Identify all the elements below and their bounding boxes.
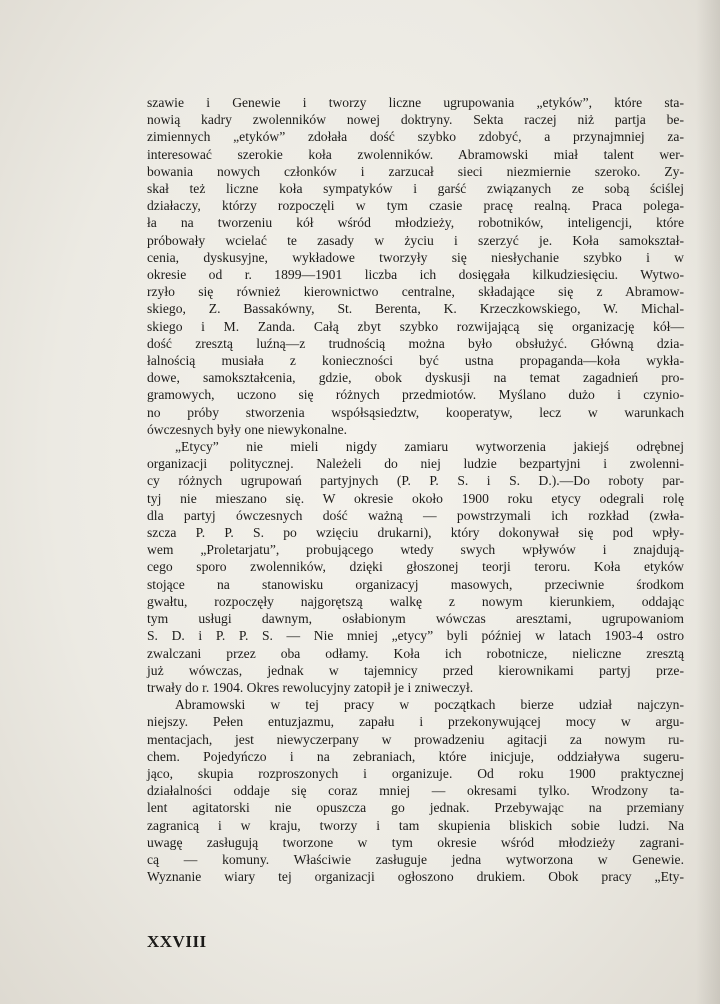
text-line: szawie i Genewie i tworzy liczne ugrupowania „etyków”, które sta- xyxy=(147,95,684,110)
text-line: gwałtu, rozpoczęły najgorętszą walkę z nowym kierunkiem, oddając xyxy=(147,593,684,609)
text-line: trwały do r. 1904. Okres rewolucyjny zatopił je i zniweczył. xyxy=(147,679,474,695)
text-line: niejszy. Pełen entuzjazmu, zapału i przekonywującej mocy w argu- xyxy=(147,714,684,730)
text-line: dla partyj ówczesnych dość ważną — powstrzymali ich rozkład (zwła- xyxy=(147,507,684,523)
text-line: wem „Proletarjatu”, probującego wtedy swych wpływów i znajdują- xyxy=(147,542,684,558)
paragraph xyxy=(147,696,684,885)
paragraph xyxy=(147,94,684,438)
text-line: lent agitatorski nie opuszcza go jednak. Przebywając na przemiany xyxy=(147,800,684,816)
text-line: tym usługi dawnym, osłabionym wówczas aresztami, ugrupowaniom xyxy=(147,611,684,627)
text-line: jąco, skupia rozproszonych i organizuje. Od roku 1900 praktycznej xyxy=(147,765,684,781)
text-line: cego sporo zwolenników, dzięki głoszonej teorji teroru. Koła etyków xyxy=(147,559,684,575)
text-line: uwagę zasługują tworzone w tym okresie wśród młodzieży zagrani- xyxy=(147,834,684,850)
text-line: gramowych, uczono się różnych przedmiotów. Myślano dużo i czynio- xyxy=(147,387,684,403)
text-line: nowią kadry zwolenników nowej doktryny. Sekta raczej niż partja be- xyxy=(147,112,684,128)
text-line: zwalczani przez oba odłamy. Koła ich robotnicze, nieliczne zresztą xyxy=(147,645,684,661)
text-line: okresie od r. 1899—1901 liczba ich dosięgała kilkudziesięciu. Wytwo- xyxy=(147,267,684,283)
text-line: już wówczas, jednak w tajemnicy przed kierownikami partyj prze- xyxy=(147,662,684,678)
text-line: rzyło się również kierownictwo centralne, składające się z Abramow- xyxy=(147,284,684,300)
text-line: Wyznanie wiary tej organizacji ogłoszono drukiem. Obok pracy „Ety- xyxy=(147,869,684,885)
text-line: organizacji politycznej. Należeli do niej ludzie bezpartyjni i zwolenni- xyxy=(147,456,684,472)
text-line: ła na tworzeniu kół wśród młodzieży, robotników, inteligencji, które xyxy=(147,215,684,231)
text-line: Abramowski w tej pracy w początkach bierze udział najczyn- xyxy=(175,697,684,713)
text-line: no próby stworzenia współsąsiedztw, kooperatyw, lecz w warunkach xyxy=(147,404,684,420)
text-line: dość zresztą luźną—z trudnością można było obsłużyć. Główną dzia- xyxy=(147,335,684,351)
paragraph xyxy=(147,438,684,696)
text-line: skał też liczne koła sympatyków i garść związanych ze sobą ściślej xyxy=(147,181,684,197)
text-line: cenia, dyskusyjne, wykładowe tworzyły się niesłychanie szybko i w xyxy=(147,249,684,265)
text-line: S. D. i P. P. S. — Nie mniej „etycy” byli później w latach 1903-4 ostro xyxy=(147,628,684,644)
text-line: ówczesnych były one niewykonalne. xyxy=(147,421,348,437)
text-line: dowe, samokształcenia, gdzie, obok dyskusji na temat zagadnień pro- xyxy=(147,370,684,386)
text-line: bowania nowych członków i zarzucał sieci niezmiernie szeroko. Zy- xyxy=(147,163,684,179)
text-line: działalności oddaje się coraz mniej — okresami tylko. Wrodzony ta- xyxy=(147,783,684,799)
text-line: skiego, Z. Bassakówny, St. Berenta, K. Krzeczkowskiego, W. Michal- xyxy=(147,301,684,317)
text-line: mentacjach, jest niewyczerpany w prowadzeniu agitacji za nowym ru- xyxy=(147,731,684,747)
text-line: szcza P. P. S. po wzięciu drukarni), który dokonywał się pod wpły- xyxy=(147,525,684,541)
text-line: próbowały wcielać te zasady w życiu i szerzyć je. Koła samokształ- xyxy=(147,232,684,248)
text-line: działaczy, którzy rozpoczęli w tym czasie pracę realną. Praca polega- xyxy=(147,198,684,214)
text-line: łalnością musiała z konieczności być ustna propaganda—koła wykła- xyxy=(147,353,684,369)
text-line: „Etycy” nie mieli nigdy zamiaru wytworzenia jakiejś odrębnej xyxy=(175,439,684,455)
page-number: XXVIII xyxy=(147,932,207,951)
text-line: chem. Pojedyńczo i na zebraniach, które inicjuje, oddziaływa sugeru- xyxy=(147,748,684,764)
text-line: cy różnych ugrupowań partyjnych (P. P. S. i S. D.).—Do roboty par- xyxy=(147,473,684,489)
text-line: zagranicą i w kraju, tworzy i tam skupienia bliskich sobie ludzi. Na xyxy=(147,817,684,833)
text-line: cą — komuny. Właściwie zasługuje jedna wytworzona w Genewie. xyxy=(147,851,684,867)
text-line: tyj nie mieszano się. W okresie około 1900 roku etycy odegrali rolę xyxy=(147,490,684,506)
text-line: zimiennych „etyków” zdołała dość szybko zdobyć, a przynajmniej za- xyxy=(147,129,684,145)
page-edge-shadow xyxy=(696,0,720,1004)
text-line: stojące na stanowisku organizacyj masowych, przeciwnie środkom xyxy=(147,576,684,592)
body-text xyxy=(147,94,684,885)
text-line: interesować szerokie koła zwolenników. Abramowski miał talent wer- xyxy=(147,146,684,162)
text-line: skiego i M. Zanda. Całą zbyt szybko rozwijającą się organizację kół— xyxy=(147,318,684,334)
